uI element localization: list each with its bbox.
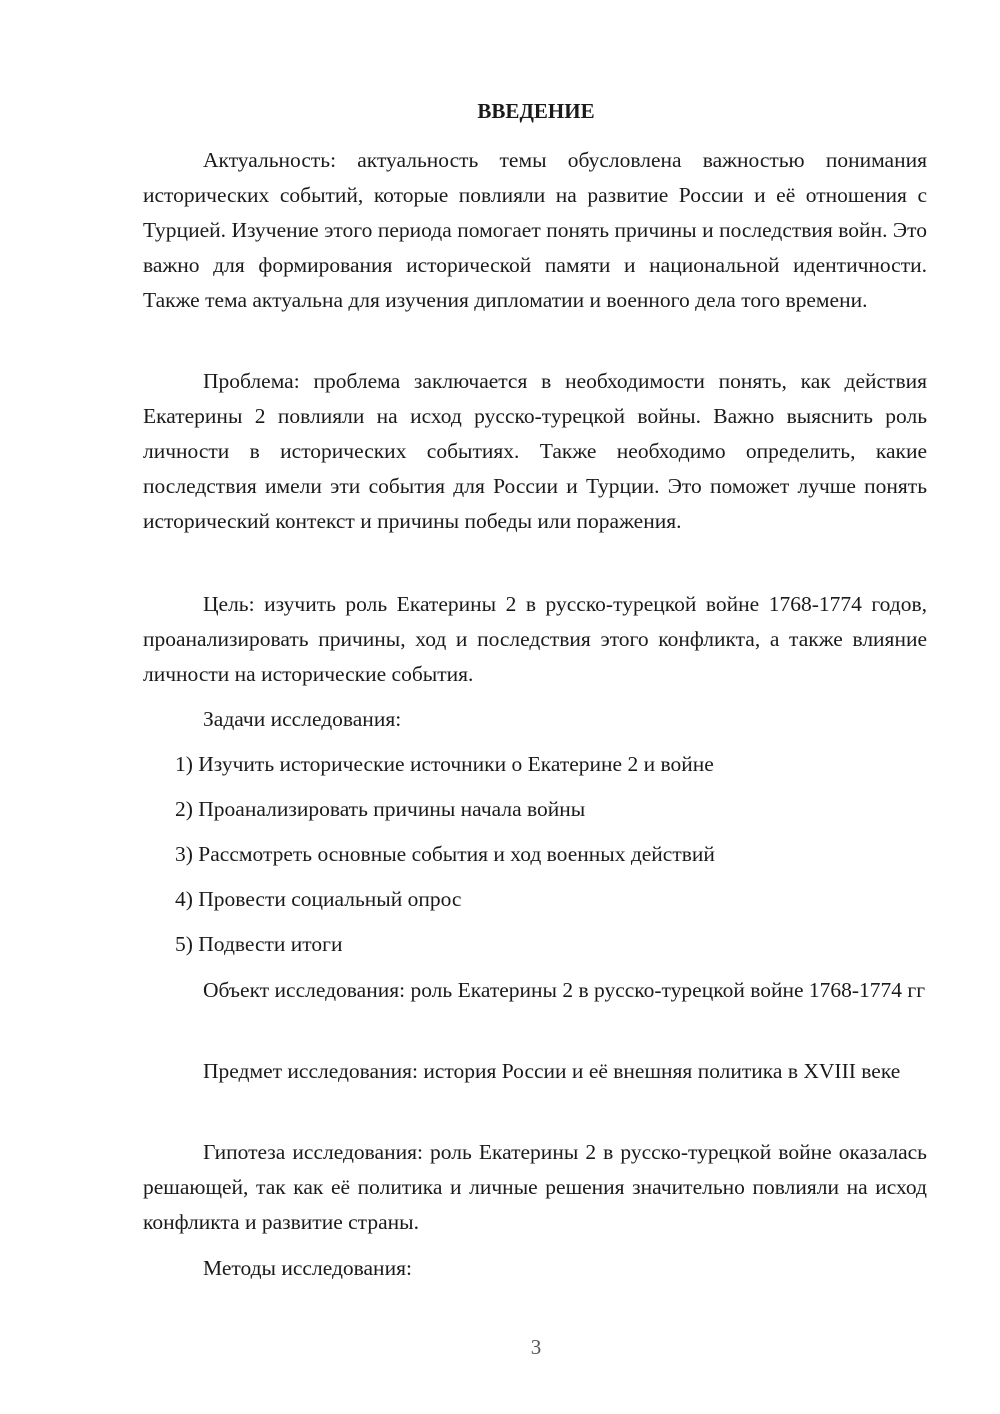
paragraph-goal: Цель: изучить роль Екатерины 2 в русско-турецкой войне 1768-1774 годов, проанализировать причины, ход и последствия этого конфликта, а также влияние личности на исторические события. [143,592,927,686]
paragraph-subject: Предмет исследования: история России и её внешняя политика в XVIII веке [203,1059,901,1083]
task-item-3: 3) Рассмотреть основные события и ход военных действий [175,842,715,866]
paragraph-object: Объект исследования: роль Екатерины 2 в русско-турецкой войне 1768-1774 гг [203,978,926,1002]
task-item-2: 2) Проанализировать причины начала войны [175,797,586,821]
methods-heading: Методы исследования: [203,1256,412,1280]
paragraph-hypothesis: Гипотеза исследования: роль Екатерины 2 в русско-турецкой войне оказалась решающей, так как её политика и личные решения значительно повлияли на исход конфликта и развитие страны. [143,1140,927,1234]
task-item-1: 1) Изучить исторические источники о Екатерине 2 и войне [175,752,714,776]
paragraph-relevance: Актуальность: актуальность темы обусловлена важностью понимания исторических событий, которые повлияли на развитие России и её отношения с Турцией. Изучение этого периода помогает понять причины и последствия войн. Это важно для формирования исторической памяти и национальной идентичности. Также тема актуальна для изучения дипломатии и военного дела того времени. [143,148,927,312]
page-number: 3 [530,1335,542,1359]
task-item-5: 5) Подвести итоги [175,932,343,956]
task-item-4: 4) Провести социальный опрос [175,887,462,911]
tasks-heading: Задачи исследования: [203,707,402,731]
page-title: ВВЕДЕНИЕ [477,99,595,123]
paragraph-problem: Проблема: проблема заключается в необходимости понять, как действия Екатерины 2 повлияли на исход русско-турецкой войны. Важно выяснить роль личности в исторических событиях. Также необходимо определить, какие последствия имели эти события для России и Турции. Это поможет лучше понять исторический контекст и причины победы или поражения. [143,369,927,533]
